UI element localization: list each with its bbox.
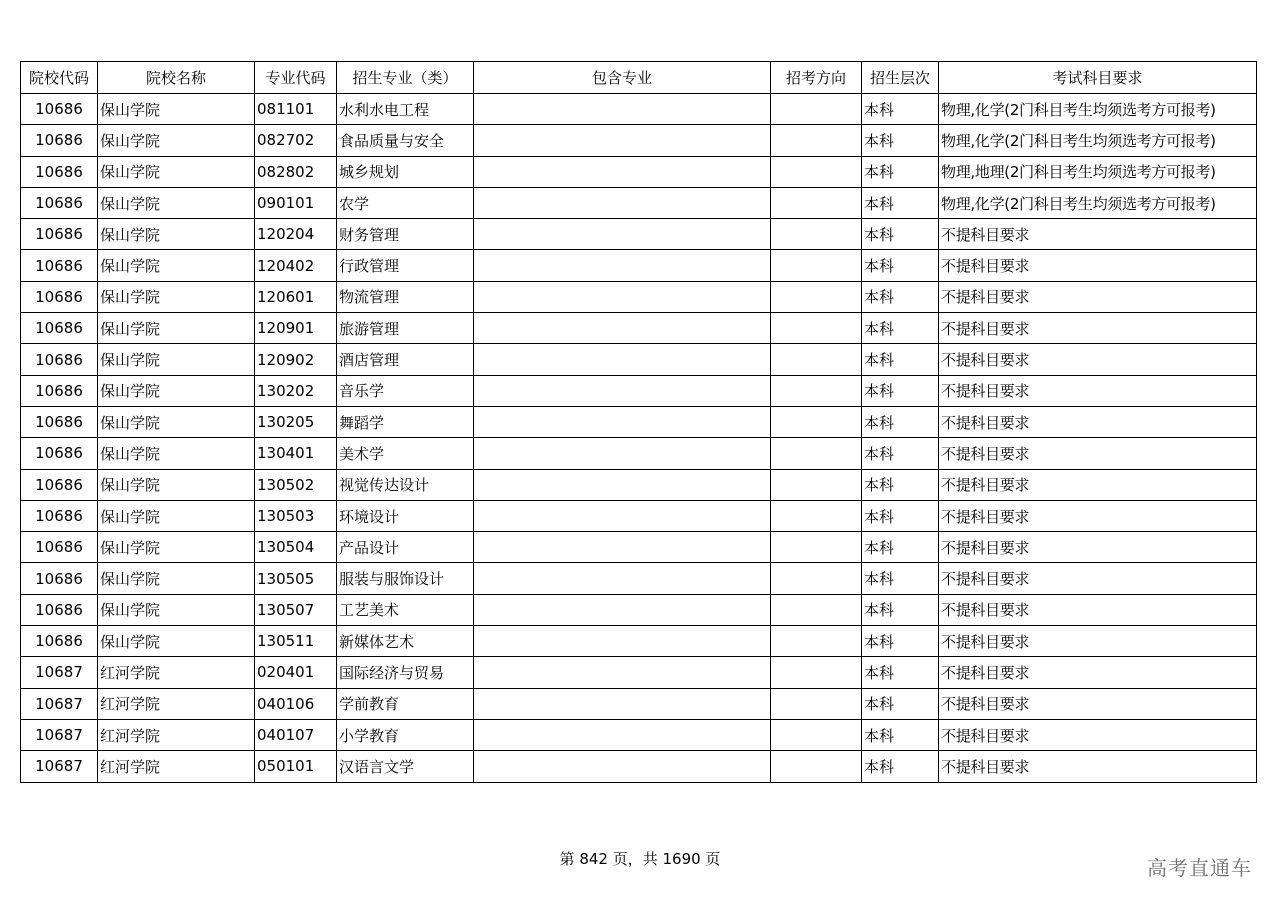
major-name-cell: 音乐学 xyxy=(337,375,474,406)
direction-cell xyxy=(771,594,862,625)
included-majors-cell xyxy=(474,751,771,782)
included-majors-cell xyxy=(474,313,771,344)
subject-requirement-cell: 不提科目要求 xyxy=(939,406,1257,437)
header-school-code: 院校代码 xyxy=(21,62,98,94)
table-row xyxy=(21,688,1257,719)
direction-cell xyxy=(771,500,862,531)
school-code-cell: 10686 xyxy=(21,406,98,437)
direction-cell xyxy=(771,657,862,688)
level-cell: 本科 xyxy=(862,156,939,187)
subject-requirement-cell: 不提科目要求 xyxy=(939,375,1257,406)
direction-cell xyxy=(771,406,862,437)
school-name-cell: 保山学院 xyxy=(98,313,255,344)
school-name-cell: 保山学院 xyxy=(98,250,255,281)
major-name-cell: 新媒体艺术 xyxy=(337,626,474,657)
direction-cell xyxy=(771,344,862,375)
subject-requirement-cell: 物理,地理(2门科目考生均须选考方可报考) xyxy=(939,156,1257,187)
table-row xyxy=(21,438,1257,469)
subject-requirement-cell: 不提科目要求 xyxy=(939,532,1257,563)
direction-cell xyxy=(771,94,862,125)
level-cell: 本科 xyxy=(862,532,939,563)
school-code-cell: 10686 xyxy=(21,563,98,594)
subject-requirement-cell: 不提科目要求 xyxy=(939,281,1257,312)
school-name-cell: 保山学院 xyxy=(98,344,255,375)
school-name-cell: 保山学院 xyxy=(98,532,255,563)
included-majors-cell xyxy=(474,156,771,187)
major-code-cell: 130503 xyxy=(255,500,337,531)
school-code-cell: 10687 xyxy=(21,719,98,750)
school-name-cell: 红河学院 xyxy=(98,719,255,750)
major-name-cell: 美术学 xyxy=(337,438,474,469)
school-name-cell: 保山学院 xyxy=(98,500,255,531)
school-name-cell: 保山学院 xyxy=(98,125,255,156)
major-name-cell: 环境设计 xyxy=(337,500,474,531)
admissions-table xyxy=(20,61,1257,783)
subject-requirement-cell: 物理,化学(2门科目考生均须选考方可报考) xyxy=(939,187,1257,218)
major-code-cell: 040107 xyxy=(255,719,337,750)
included-majors-cell xyxy=(474,626,771,657)
level-cell: 本科 xyxy=(862,250,939,281)
school-code-cell: 10686 xyxy=(21,313,98,344)
table-row xyxy=(21,469,1257,500)
major-code-cell: 120902 xyxy=(255,344,337,375)
major-code-cell: 130205 xyxy=(255,406,337,437)
major-name-cell: 工艺美术 xyxy=(337,594,474,625)
school-code-cell: 10686 xyxy=(21,94,98,125)
subject-requirement-cell: 物理,化学(2门科目考生均须选考方可报考) xyxy=(939,125,1257,156)
watermark: 高考直通车 xyxy=(1147,856,1252,880)
table-body xyxy=(21,94,1257,783)
major-name-cell: 小学教育 xyxy=(337,719,474,750)
subject-requirement-cell: 不提科目要求 xyxy=(939,563,1257,594)
school-name-cell: 保山学院 xyxy=(98,219,255,250)
table-row xyxy=(21,156,1257,187)
table-row xyxy=(21,563,1257,594)
direction-cell xyxy=(771,313,862,344)
level-cell: 本科 xyxy=(862,594,939,625)
included-majors-cell xyxy=(474,281,771,312)
level-cell: 本科 xyxy=(862,688,939,719)
major-code-cell: 130511 xyxy=(255,626,337,657)
included-majors-cell xyxy=(474,657,771,688)
major-name-cell: 汉语言文学 xyxy=(337,751,474,782)
major-name-cell: 产品设计 xyxy=(337,532,474,563)
school-code-cell: 10687 xyxy=(21,688,98,719)
major-name-cell: 舞蹈学 xyxy=(337,406,474,437)
included-majors-cell xyxy=(474,344,771,375)
level-cell: 本科 xyxy=(862,626,939,657)
level-cell: 本科 xyxy=(862,187,939,218)
major-code-cell: 082802 xyxy=(255,156,337,187)
table-row xyxy=(21,94,1257,125)
header-school-name: 院校名称 xyxy=(98,62,255,94)
school-name-cell: 保山学院 xyxy=(98,563,255,594)
included-majors-cell xyxy=(474,250,771,281)
school-name-cell: 保山学院 xyxy=(98,469,255,500)
level-cell: 本科 xyxy=(862,469,939,500)
school-name-cell: 保山学院 xyxy=(98,281,255,312)
major-name-cell: 食品质量与安全 xyxy=(337,125,474,156)
major-code-cell: 130507 xyxy=(255,594,337,625)
major-code-cell: 050101 xyxy=(255,751,337,782)
subject-requirement-cell: 不提科目要求 xyxy=(939,657,1257,688)
subject-requirement-cell: 物理,化学(2门科目考生均须选考方可报考) xyxy=(939,94,1257,125)
level-cell: 本科 xyxy=(862,344,939,375)
level-cell: 本科 xyxy=(862,313,939,344)
included-majors-cell xyxy=(474,719,771,750)
table-row xyxy=(21,719,1257,750)
major-code-cell: 020401 xyxy=(255,657,337,688)
direction-cell xyxy=(771,719,862,750)
page-number: 第 842 页，共 1690 页 xyxy=(559,850,721,868)
school-code-cell: 10686 xyxy=(21,187,98,218)
major-name-cell: 酒店管理 xyxy=(337,344,474,375)
direction-cell xyxy=(771,125,862,156)
table-row xyxy=(21,406,1257,437)
level-cell: 本科 xyxy=(862,751,939,782)
table-row xyxy=(21,281,1257,312)
school-name-cell: 保山学院 xyxy=(98,94,255,125)
school-name-cell: 保山学院 xyxy=(98,375,255,406)
subject-requirement-cell: 不提科目要求 xyxy=(939,719,1257,750)
direction-cell xyxy=(771,219,862,250)
subject-requirement-cell: 不提科目要求 xyxy=(939,751,1257,782)
direction-cell xyxy=(771,751,862,782)
school-code-cell: 10686 xyxy=(21,438,98,469)
school-name-cell: 红河学院 xyxy=(98,751,255,782)
table-row xyxy=(21,626,1257,657)
included-majors-cell xyxy=(474,594,771,625)
school-code-cell: 10686 xyxy=(21,344,98,375)
major-code-cell: 120402 xyxy=(255,250,337,281)
school-code-cell: 10686 xyxy=(21,532,98,563)
direction-cell xyxy=(771,688,862,719)
direction-cell xyxy=(771,281,862,312)
school-code-cell: 10686 xyxy=(21,500,98,531)
included-majors-cell xyxy=(474,187,771,218)
level-cell: 本科 xyxy=(862,219,939,250)
direction-cell xyxy=(771,626,862,657)
direction-cell xyxy=(771,563,862,594)
school-code-cell: 10686 xyxy=(21,626,98,657)
major-code-cell: 130505 xyxy=(255,563,337,594)
school-code-cell: 10686 xyxy=(21,125,98,156)
school-code-cell: 10686 xyxy=(21,281,98,312)
school-name-cell: 保山学院 xyxy=(98,626,255,657)
school-name-cell: 保山学院 xyxy=(98,438,255,469)
included-majors-cell xyxy=(474,438,771,469)
header-included-majors: 包含专业 xyxy=(474,62,771,94)
level-cell: 本科 xyxy=(862,94,939,125)
header-subject-requirements: 考试科目要求 xyxy=(939,62,1257,94)
level-cell: 本科 xyxy=(862,438,939,469)
direction-cell xyxy=(771,469,862,500)
school-name-cell: 保山学院 xyxy=(98,406,255,437)
subject-requirement-cell: 不提科目要求 xyxy=(939,438,1257,469)
major-name-cell: 行政管理 xyxy=(337,250,474,281)
major-code-cell: 090101 xyxy=(255,187,337,218)
subject-requirement-cell: 不提科目要求 xyxy=(939,500,1257,531)
table-row xyxy=(21,375,1257,406)
table-row xyxy=(21,751,1257,782)
major-code-cell: 120901 xyxy=(255,313,337,344)
level-cell: 本科 xyxy=(862,563,939,594)
subject-requirement-cell: 不提科目要求 xyxy=(939,469,1257,500)
major-code-cell: 130502 xyxy=(255,469,337,500)
table-row xyxy=(21,657,1257,688)
school-name-cell: 保山学院 xyxy=(98,594,255,625)
direction-cell xyxy=(771,187,862,218)
school-code-cell: 10686 xyxy=(21,219,98,250)
school-code-cell: 10686 xyxy=(21,250,98,281)
subject-requirement-cell: 不提科目要求 xyxy=(939,688,1257,719)
table-row xyxy=(21,344,1257,375)
subject-requirement-cell: 不提科目要求 xyxy=(939,344,1257,375)
subject-requirement-cell: 不提科目要求 xyxy=(939,219,1257,250)
level-cell: 本科 xyxy=(862,657,939,688)
major-name-cell: 财务管理 xyxy=(337,219,474,250)
included-majors-cell xyxy=(474,375,771,406)
direction-cell xyxy=(771,438,862,469)
table-row xyxy=(21,125,1257,156)
subject-requirement-cell: 不提科目要求 xyxy=(939,313,1257,344)
school-name-cell: 保山学院 xyxy=(98,187,255,218)
table-row xyxy=(21,532,1257,563)
included-majors-cell xyxy=(474,500,771,531)
major-code-cell: 081101 xyxy=(255,94,337,125)
major-name-cell: 城乡规划 xyxy=(337,156,474,187)
included-majors-cell xyxy=(474,125,771,156)
major-name-cell: 国际经济与贸易 xyxy=(337,657,474,688)
major-code-cell: 130202 xyxy=(255,375,337,406)
direction-cell xyxy=(771,532,862,563)
included-majors-cell xyxy=(474,219,771,250)
major-name-cell: 视觉传达设计 xyxy=(337,469,474,500)
level-cell: 本科 xyxy=(862,500,939,531)
major-code-cell: 120601 xyxy=(255,281,337,312)
major-name-cell: 物流管理 xyxy=(337,281,474,312)
major-name-cell: 旅游管理 xyxy=(337,313,474,344)
header-row xyxy=(21,62,1257,94)
major-name-cell: 学前教育 xyxy=(337,688,474,719)
level-cell: 本科 xyxy=(862,281,939,312)
school-code-cell: 10687 xyxy=(21,657,98,688)
included-majors-cell xyxy=(474,688,771,719)
school-code-cell: 10687 xyxy=(21,751,98,782)
major-name-cell: 农学 xyxy=(337,187,474,218)
level-cell: 本科 xyxy=(862,719,939,750)
subject-requirement-cell: 不提科目要求 xyxy=(939,626,1257,657)
major-code-cell: 130504 xyxy=(255,532,337,563)
table-row xyxy=(21,313,1257,344)
major-code-cell: 082702 xyxy=(255,125,337,156)
included-majors-cell xyxy=(474,563,771,594)
school-code-cell: 10686 xyxy=(21,594,98,625)
included-majors-cell xyxy=(474,406,771,437)
header-direction: 招考方向 xyxy=(771,62,862,94)
header-level: 招生层次 xyxy=(862,62,939,94)
school-code-cell: 10686 xyxy=(21,375,98,406)
table-row xyxy=(21,500,1257,531)
level-cell: 本科 xyxy=(862,375,939,406)
school-name-cell: 红河学院 xyxy=(98,657,255,688)
table-row xyxy=(21,594,1257,625)
included-majors-cell xyxy=(474,94,771,125)
included-majors-cell xyxy=(474,532,771,563)
school-name-cell: 保山学院 xyxy=(98,156,255,187)
table-row xyxy=(21,187,1257,218)
direction-cell xyxy=(771,375,862,406)
major-code-cell: 040106 xyxy=(255,688,337,719)
school-name-cell: 红河学院 xyxy=(98,688,255,719)
major-code-cell: 130401 xyxy=(255,438,337,469)
included-majors-cell xyxy=(474,469,771,500)
subject-requirement-cell: 不提科目要求 xyxy=(939,250,1257,281)
table-row xyxy=(21,250,1257,281)
subject-requirement-cell: 不提科目要求 xyxy=(939,594,1257,625)
table-row xyxy=(21,219,1257,250)
major-name-cell: 服装与服饰设计 xyxy=(337,563,474,594)
direction-cell xyxy=(771,250,862,281)
major-name-cell: 水利水电工程 xyxy=(337,94,474,125)
major-code-cell: 120204 xyxy=(255,219,337,250)
level-cell: 本科 xyxy=(862,125,939,156)
header-major-name: 招生专业（类） xyxy=(337,62,474,94)
school-code-cell: 10686 xyxy=(21,156,98,187)
level-cell: 本科 xyxy=(862,406,939,437)
direction-cell xyxy=(771,156,862,187)
school-code-cell: 10686 xyxy=(21,469,98,500)
header-major-code: 专业代码 xyxy=(255,62,337,94)
